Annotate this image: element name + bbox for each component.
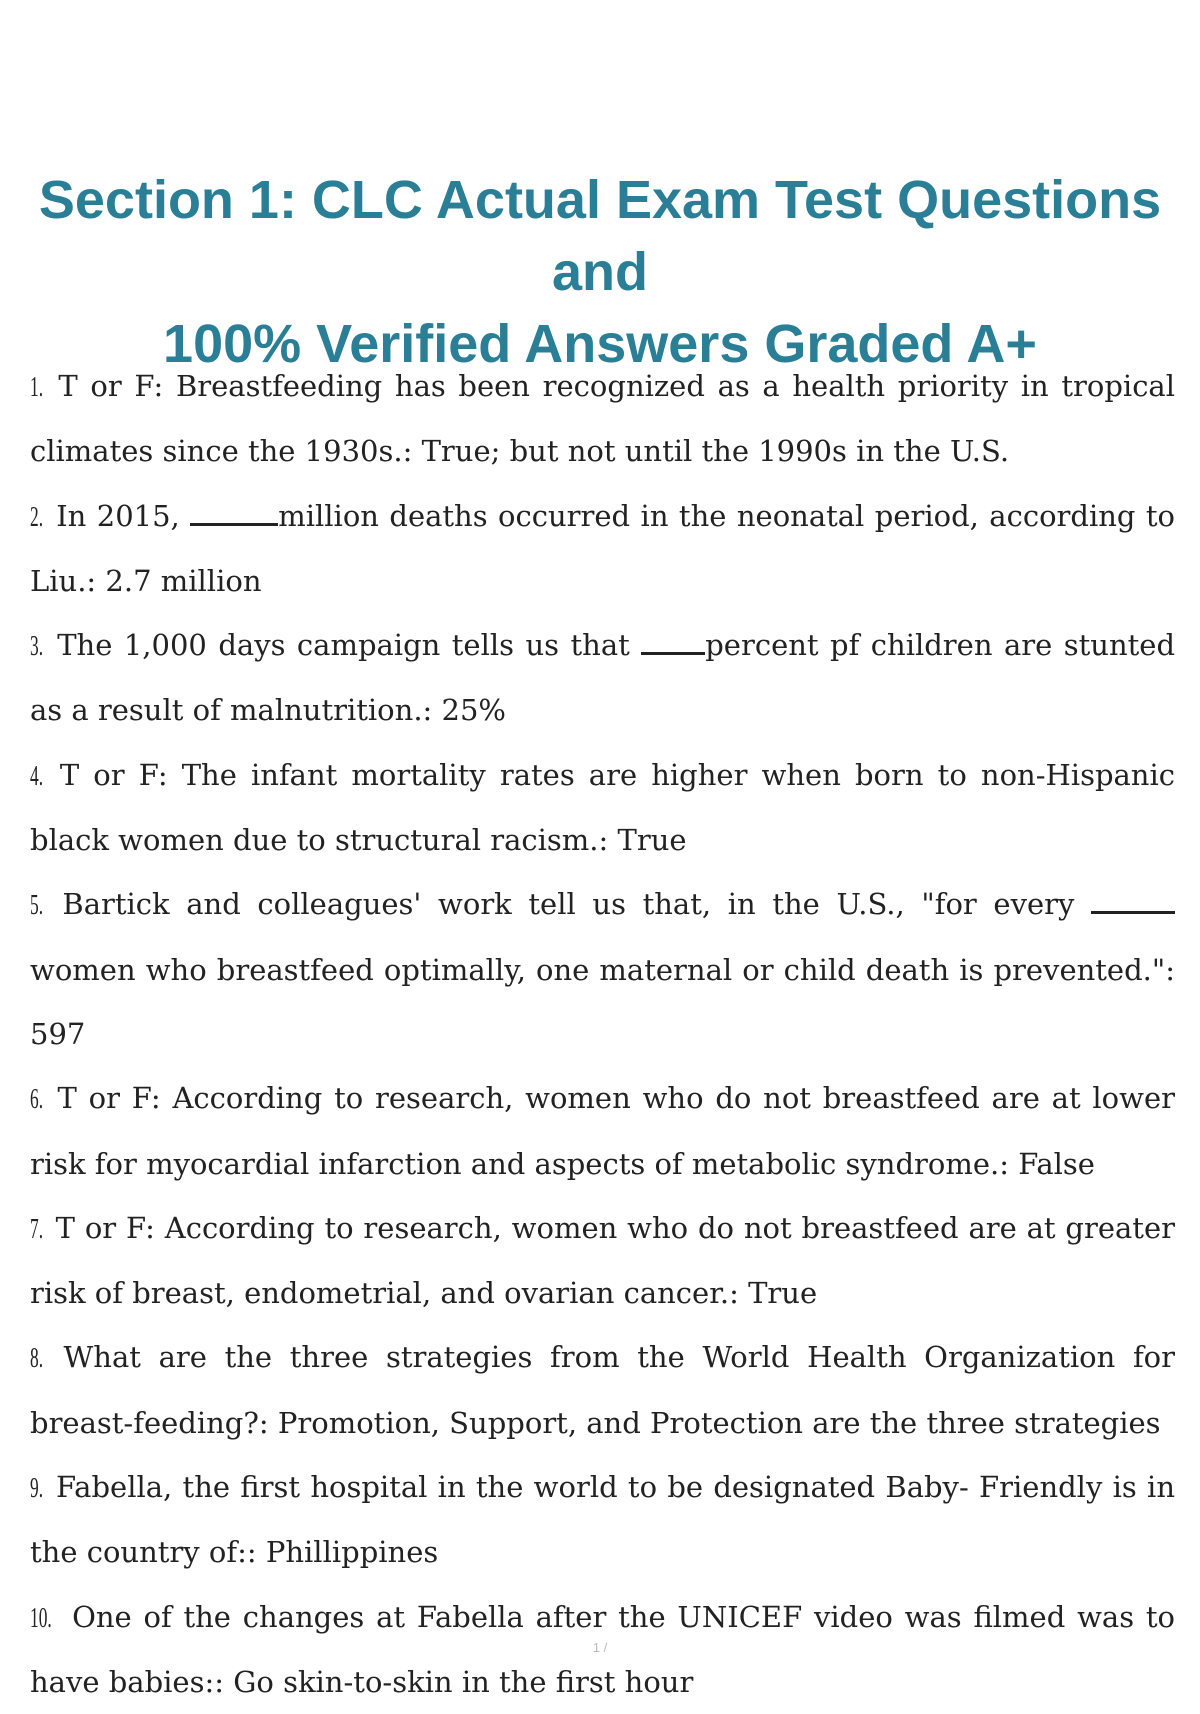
question-item — [30, 613, 1175, 743]
question-text: T or F: According to research, women who do not breastfeed are at greater risk of breast, endometrial, and ovarian cancer.: — [30, 1210, 1175, 1311]
question-item — [30, 743, 1175, 873]
question-text: T or F: According to research, women who do not breastfeed are at lower risk for myocardial infarction and aspects of metabolic syndrome.: — [30, 1081, 1175, 1181]
answer-text: 25% — [441, 693, 506, 728]
answer-text: Promotion, Support, and Protection are the three strategies — [277, 1405, 1161, 1440]
question-number: 2. — [30, 500, 44, 533]
question-text-continued: women who breastfeed optimally, one maternal or child death is prevented.": — [30, 952, 1175, 987]
question-item — [30, 872, 1175, 1066]
question-number: 6. — [30, 1083, 44, 1116]
question-text: T or F: Breastfeeding has been recognized as a health priority in tropical climates since the 1930s.: — [30, 369, 1175, 469]
question-number: 8. — [30, 1342, 44, 1375]
question-number: 4. — [30, 759, 44, 792]
document-title — [0, 164, 1200, 380]
answer-text: True; but not until the 1990s in the U.S. — [421, 434, 1010, 469]
question-list — [30, 354, 1175, 1714]
question-item — [30, 1066, 1175, 1196]
answer-text: 597 — [30, 1016, 86, 1051]
answer-text: 2.7 million — [105, 563, 262, 598]
question-text: In 2015, — [56, 498, 180, 533]
answer-text: Go skin-to-skin in the first hour — [233, 1664, 694, 1699]
question-text: T or F: The infant mortality rates are higher when born to non-Hispanic black women due to structural racism.: — [30, 757, 1175, 858]
answer-text: Phillippines — [265, 1535, 439, 1570]
question-text-continued: percent pf children are stunted as a result of malnutrition.: — [30, 628, 1176, 728]
fill-in-blank — [641, 630, 705, 655]
question-item — [30, 1196, 1175, 1326]
title-line-1: Section 1: CLC Actual Exam Test Questions and — [38, 170, 1162, 303]
page-number: 1 / — [592, 1640, 608, 1655]
question-item — [30, 1455, 1175, 1585]
fill-in-blank — [190, 501, 278, 526]
question-item — [30, 354, 1175, 484]
fill-in-blank — [1091, 889, 1175, 914]
question-text-continued: million deaths occurred in the neonatal period, according to Liu.: — [30, 498, 1176, 598]
question-item — [30, 484, 1175, 614]
question-item — [30, 1325, 1175, 1455]
question-text: Fabella, the first hospital in the world to be designated Baby- Friendly is in the country of:: — [30, 1470, 1176, 1570]
question-number: 1. — [30, 371, 44, 403]
question-text: What are the three strategies from the World Health Organization for breast-feeding?: — [30, 1340, 1176, 1440]
question-text: Bartick and colleagues' work tell us that, in the U.S., "for every — [62, 887, 1075, 922]
question-text: The 1,000 days campaign tells us that — [57, 628, 630, 663]
question-number: 7. — [30, 1212, 44, 1245]
title-line-2: 100% Verified Answers Graded A+ — [163, 314, 1037, 375]
question-number: 10. — [30, 1601, 52, 1634]
answer-text: True — [617, 823, 687, 858]
answer-text: True — [748, 1276, 818, 1311]
question-number: 9. — [30, 1472, 44, 1505]
question-number: 5. — [30, 889, 44, 922]
question-number: 3. — [30, 630, 44, 663]
answer-text: False — [1018, 1146, 1095, 1181]
question-text: One of the changes at Fabella after the UNICEF video was filmed was to have babies:: — [30, 1599, 1175, 1699]
